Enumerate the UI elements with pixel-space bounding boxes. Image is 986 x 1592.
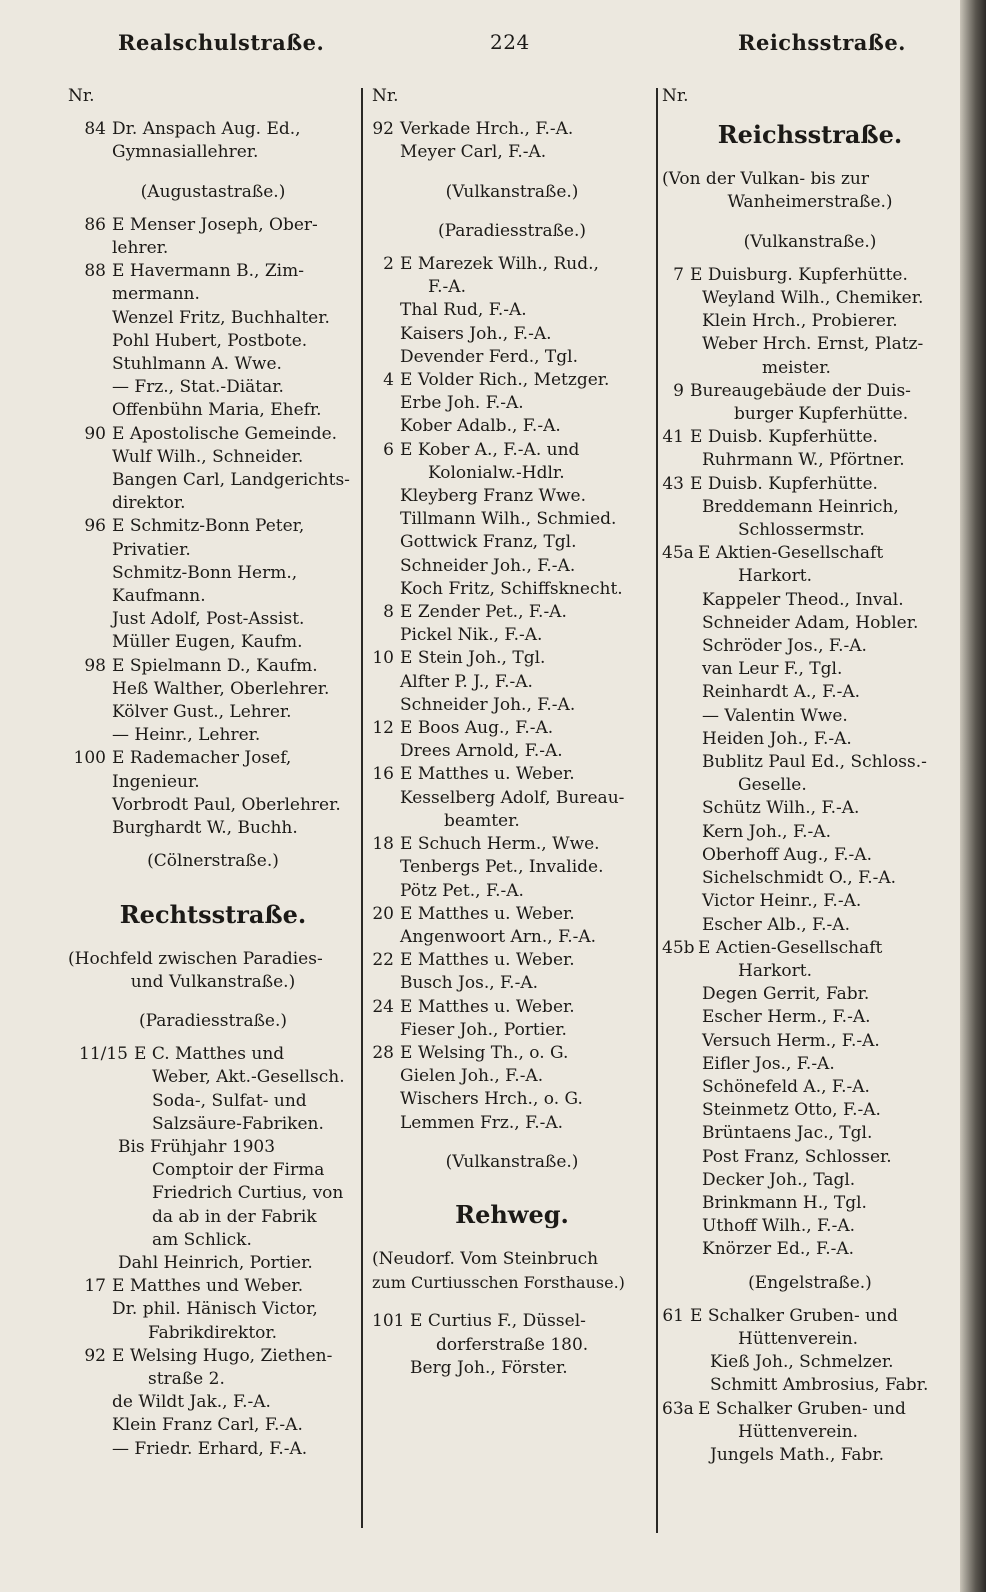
list-item: Escher Alb., F.-A. bbox=[702, 914, 850, 935]
list-item: 7 E Duisburg. Kupferhütte. bbox=[673, 264, 908, 285]
list-item: Sichelschmidt O., F.-A. bbox=[702, 868, 897, 889]
list-item: Berg Joh., Förster. bbox=[410, 1357, 568, 1378]
list-item: Schmitt Ambrosius, Fabr. bbox=[710, 1375, 929, 1396]
list-item: Schmitz-Bonn Herm., bbox=[112, 562, 298, 583]
cross-street: (Paradiesstraße.) bbox=[437, 220, 587, 241]
list-item: 2 E Marezek Wilh., Rud., bbox=[383, 254, 599, 275]
list-item: Reinhardt A., F.-A. bbox=[702, 682, 861, 703]
list-item: 22 E Matthes u. Weber. bbox=[372, 950, 575, 971]
list-item: Hüttenverein. bbox=[738, 1421, 859, 1442]
column-rule-2 bbox=[656, 88, 658, 1533]
list-item: 24 E Matthes u. Weber. bbox=[372, 996, 575, 1017]
list-item: Breddemann Heinrich, bbox=[702, 496, 899, 517]
street-description: (Von der Vulkan- bis zur bbox=[662, 169, 869, 190]
list-item: Pickel Nik., F.-A. bbox=[400, 625, 543, 646]
nr-label: Nr. bbox=[372, 86, 399, 106]
list-item: Koch Fritz, Schiffsknecht. bbox=[400, 578, 623, 599]
list-item: Fabrikdirektor. bbox=[148, 1322, 278, 1343]
list-item: Post Franz, Schlosser. bbox=[702, 1146, 892, 1167]
list-item: de Wildt Jak., F.-A. bbox=[112, 1392, 271, 1413]
column-2 bbox=[372, 85, 652, 1380]
list-item: Steinmetz Otto, F.-A. bbox=[702, 1100, 881, 1121]
list-item: 10 E Stein Joh., Tgl. bbox=[372, 648, 546, 669]
street-description: Wanheimerstraße.) bbox=[727, 192, 893, 213]
list-item: meister. bbox=[762, 357, 831, 378]
list-item: lehrer. bbox=[112, 238, 169, 259]
list-item: Gottwick Franz, Tgl. bbox=[400, 532, 577, 553]
list-item: Soda-, Sulfat- und bbox=[152, 1090, 307, 1111]
list-item: Ruhrmann W., Pförtner. bbox=[702, 450, 905, 471]
list-item: Wenzel Fritz, Buchhalter. bbox=[112, 307, 330, 328]
cross-street: (Vulkanstraße.) bbox=[743, 231, 877, 252]
list-item: 17 E Matthes und Weber. bbox=[84, 1276, 304, 1297]
list-item: mermann. bbox=[112, 284, 200, 305]
list-item: 9 Bureaugebäude der Duis- bbox=[673, 380, 911, 401]
list-item: Busch Jos., F.-A. bbox=[400, 973, 539, 994]
street-description: und Vulkanstraße.) bbox=[130, 971, 296, 992]
list-item: Ingenieur. bbox=[112, 771, 200, 792]
list-item: Kappeler Theod., Inval. bbox=[702, 589, 904, 610]
list-item: Knörzer Ed., F.-A. bbox=[702, 1239, 855, 1260]
list-item: Erbe Joh. F.-A. bbox=[400, 393, 524, 414]
list-item: Alfter P. J., F.-A. bbox=[400, 671, 533, 692]
street-description: (Hochfeld zwischen Paradies- bbox=[68, 948, 323, 969]
list-item: — Frz., Stat.-Diätar. bbox=[112, 377, 284, 398]
list-item: F.-A. bbox=[428, 277, 466, 298]
header-right-street: Reichsstraße. bbox=[738, 30, 906, 55]
list-item: Harkort. bbox=[738, 960, 812, 981]
list-item: van Leur F., Tgl. bbox=[702, 659, 843, 680]
list-item: da ab in der Fabrik bbox=[152, 1206, 317, 1227]
list-item: Comptoir der Firma bbox=[152, 1160, 325, 1181]
nr-label: Nr. bbox=[68, 86, 95, 106]
header-left-street: Realschulstraße. bbox=[118, 30, 325, 55]
list-item: Schlossermstr. bbox=[738, 520, 865, 541]
list-item: 101 E Curtius F., Düssel- bbox=[372, 1311, 586, 1332]
list-item: 88 E Havermann B., Zim- bbox=[84, 261, 304, 282]
list-item: Meyer Carl, F.-A. bbox=[400, 142, 547, 163]
list-item: Hüttenverein. bbox=[738, 1328, 859, 1349]
list-item: Fieser Joh., Portier. bbox=[400, 1019, 567, 1040]
list-item: 41 E Duisb. Kupferhütte. bbox=[662, 427, 878, 448]
list-item: burger Kupferhütte. bbox=[734, 404, 909, 425]
list-item: dorferstraße 180. bbox=[436, 1334, 589, 1355]
list-item: Stuhlmann A. Wwe. bbox=[112, 354, 282, 375]
list-item: Kaisers Joh., F.-A. bbox=[400, 323, 552, 344]
list-item: 20 E Matthes u. Weber. bbox=[372, 903, 575, 924]
list-item: Escher Herm., F.-A. bbox=[702, 1007, 871, 1028]
list-item: Devender Ferd., Tgl. bbox=[400, 346, 578, 367]
list-item: Kölver Gust., Lehrer. bbox=[112, 702, 292, 723]
list-item: Klein Hrch., Probierer. bbox=[702, 311, 898, 332]
list-item: 100 E Rademacher Josef, bbox=[73, 748, 292, 769]
street-description: (Neudorf. Vom Steinbruch bbox=[372, 1248, 599, 1269]
list-item: 96 E Schmitz-Bonn Peter, bbox=[84, 516, 305, 537]
list-item: 86 E Menser Joseph, Ober- bbox=[84, 214, 318, 235]
list-item: Tillmann Wilh., Schmied. bbox=[400, 509, 617, 530]
list-item: 61 E Schalker Gruben- und bbox=[662, 1305, 898, 1326]
list-item: Pohl Hubert, Postbote. bbox=[112, 330, 308, 351]
list-item: Schönefeld A., F.-A. bbox=[702, 1076, 870, 1097]
list-item: Pötz Pet., F.-A. bbox=[400, 880, 524, 901]
list-item: Dr. phil. Hänisch Victor, bbox=[112, 1299, 318, 1320]
list-item: Klein Franz Carl, F.-A. bbox=[112, 1415, 303, 1436]
list-item: 12 E Boos Aug., F.-A. bbox=[372, 718, 554, 739]
list-item: Weyland Wilh., Chemiker. bbox=[702, 288, 924, 309]
list-item: Brüntaens Jac., Tgl. bbox=[702, 1123, 873, 1144]
list-item: Kesselberg Adolf, Bureau- bbox=[400, 787, 625, 808]
list-item: Kaufmann. bbox=[112, 586, 206, 607]
list-item: 4 E Volder Rich., Metzger. bbox=[383, 370, 610, 391]
list-item: 45b E Actien-Gesellschaft bbox=[662, 937, 883, 958]
list-item: Offenbühn Maria, Ehefr. bbox=[112, 400, 322, 421]
list-item: Drees Arnold, F.-A. bbox=[400, 741, 563, 762]
list-item: Brinkmann H., Tgl. bbox=[702, 1192, 867, 1213]
cross-street: (Vulkanstraße.) bbox=[445, 1151, 579, 1172]
cross-street: (Paradiesstraße.) bbox=[138, 1010, 288, 1031]
cross-street: (Vulkanstraße.) bbox=[445, 181, 579, 202]
list-item: Kleyberg Franz Wwe. bbox=[400, 486, 587, 507]
list-item: Tenbergs Pet., Invalide. bbox=[400, 857, 604, 878]
street-heading: Reichsstraße. bbox=[717, 120, 903, 150]
list-item: Schneider Joh., F.-A. bbox=[400, 555, 576, 576]
list-item: 45a E Aktien-Gesellschaft bbox=[662, 543, 884, 564]
page-header bbox=[0, 30, 960, 66]
list-item: Schneider Joh., F.-A. bbox=[400, 694, 576, 715]
list-item: Thal Rud, F.-A. bbox=[400, 300, 527, 321]
list-item: Gymnasiallehrer. bbox=[112, 142, 259, 163]
list-item: — Heinr., Lehrer. bbox=[112, 725, 261, 746]
list-item: Schütz Wilh., F.-A. bbox=[702, 798, 860, 819]
column-1 bbox=[68, 85, 358, 1461]
nr-label: Nr. bbox=[662, 86, 689, 106]
list-item: 28 E Welsing Th., o. G. bbox=[372, 1042, 569, 1063]
list-item: Eifler Jos., F.-A. bbox=[702, 1053, 835, 1074]
list-item: Jungels Math., Fabr. bbox=[710, 1444, 885, 1465]
list-item: Burghardt W., Buchh. bbox=[112, 818, 298, 839]
list-item: Heiden Joh., F.-A. bbox=[702, 728, 852, 749]
list-item: Dahl Heinrich, Portier. bbox=[118, 1252, 313, 1273]
list-item: Heß Walther, Oberlehrer. bbox=[112, 678, 330, 699]
list-item: 6 E Kober A., F.-A. und bbox=[383, 439, 580, 460]
list-item: Kolonialw.-Hdlr. bbox=[428, 462, 565, 483]
list-item: 98 E Spielmann D., Kaufm. bbox=[84, 655, 318, 676]
list-item: Victor Heinr., F.-A. bbox=[702, 891, 862, 912]
column-3 bbox=[662, 85, 958, 1467]
list-item: Bublitz Paul Ed., Schloss.- bbox=[702, 752, 927, 773]
street-description: zum Curtiusschen Forsthause.) bbox=[372, 1273, 625, 1293]
list-item: beamter. bbox=[444, 810, 520, 831]
list-item: Angenwoort Arn., F.-A. bbox=[400, 926, 597, 947]
street-heading: Rechtsstraße. bbox=[119, 899, 307, 929]
list-item: 90 E Apostolische Gemeinde. bbox=[84, 423, 338, 444]
street-heading: Rehweg. bbox=[455, 1199, 569, 1229]
list-item: Geselle. bbox=[738, 775, 807, 796]
page-edge-shadow bbox=[960, 0, 986, 1592]
list-item: 92 Verkade Hrch., F.-A. bbox=[372, 119, 574, 140]
list-item: 8 E Zender Pet., F.-A. bbox=[383, 602, 567, 623]
list-item: Kieß Joh., Schmelzer. bbox=[710, 1352, 894, 1373]
page-number: 224 bbox=[490, 30, 530, 54]
list-item: 63a E Schalker Gruben- und bbox=[662, 1398, 906, 1419]
list-item: Degen Gerrit, Fabr. bbox=[702, 984, 870, 1005]
list-item: Oberhoff Aug., F.-A. bbox=[702, 844, 872, 865]
list-item: 92 E Welsing Hugo, Ziethen- bbox=[84, 1345, 333, 1366]
list-item: Schneider Adam, Hobler. bbox=[702, 612, 919, 633]
list-item: 18 E Schuch Herm., Wwe. bbox=[372, 834, 600, 855]
list-item: Vorbrodt Paul, Oberlehrer. bbox=[112, 794, 341, 815]
list-item: Decker Joh., Tagl. bbox=[702, 1169, 856, 1190]
list-item: 84 Dr. Anspach Aug. Ed., bbox=[84, 119, 301, 140]
list-item: Kober Adalb., F.-A. bbox=[400, 416, 561, 437]
list-item: — Valentin Wwe. bbox=[702, 705, 848, 726]
list-item: Weber, Akt.-Gesellsch. bbox=[152, 1067, 345, 1088]
list-item: 11/15 E C. Matthes und bbox=[79, 1044, 285, 1065]
list-item: — Friedr. Erhard, F.-A. bbox=[112, 1438, 308, 1459]
list-item: Uthoff Wilh., F.-A. bbox=[702, 1216, 856, 1237]
list-item: Harkort. bbox=[738, 566, 812, 587]
cross-street: (Augustastraße.) bbox=[140, 181, 286, 202]
list-item: Weber Hrch. Ernst, Platz- bbox=[702, 334, 924, 355]
list-item: Wischers Hrch., o. G. bbox=[400, 1089, 583, 1110]
list-item: Kern Joh., F.-A. bbox=[702, 821, 831, 842]
column-rule-1 bbox=[361, 88, 363, 1528]
list-item: straße 2. bbox=[148, 1368, 225, 1389]
list-item: direktor. bbox=[112, 493, 186, 514]
list-item: Salzsäure-Fabriken. bbox=[152, 1113, 324, 1134]
list-item: Bis Frühjahr 1903 bbox=[118, 1136, 276, 1157]
list-item: Bangen Carl, Landgerichts- bbox=[112, 470, 350, 491]
list-item: 16 E Matthes u. Weber. bbox=[372, 764, 575, 785]
list-item: Privatier. bbox=[112, 539, 191, 560]
list-item: 43 E Duisb. Kupferhütte. bbox=[662, 473, 878, 494]
cross-street: (Cölnerstraße.) bbox=[147, 851, 279, 872]
cross-street: (Engelstraße.) bbox=[748, 1272, 872, 1293]
list-item: Friedrich Curtius, von bbox=[152, 1183, 344, 1204]
list-item: am Schlick. bbox=[152, 1229, 252, 1250]
list-item: Wulf Wilh., Schneider. bbox=[112, 446, 304, 467]
list-item: Schröder Jos., F.-A. bbox=[702, 636, 867, 657]
list-item: Versuch Herm., F.-A. bbox=[702, 1030, 880, 1051]
list-item: Müller Eugen, Kaufm. bbox=[112, 632, 303, 653]
list-item: Gielen Joh., F.-A. bbox=[400, 1066, 544, 1087]
list-item: Just Adolf, Post-Assist. bbox=[112, 609, 305, 630]
list-item: Lemmen Frz., F.-A. bbox=[400, 1112, 564, 1133]
